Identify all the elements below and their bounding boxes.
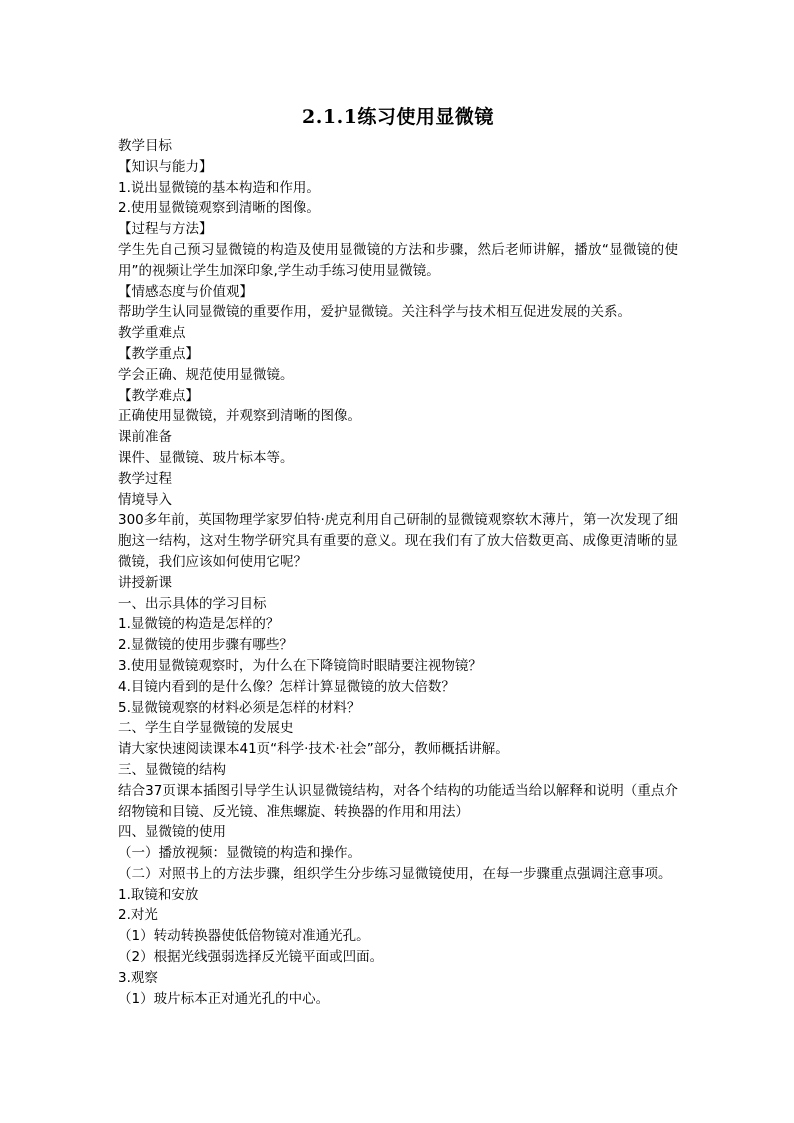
subsection-heading: 【情感态度与价值观】: [118, 283, 253, 300]
list-item: （1）玻片标本正对通光孔的中心。: [118, 990, 330, 1007]
list-item: 3.观察: [118, 969, 158, 986]
subsection-heading: 【过程与方法】: [118, 221, 213, 238]
list-item: 1.取镜和安放: [118, 886, 199, 903]
section-heading: 一、出示具体的学习目标: [118, 595, 267, 612]
paragraph: 请大家快速阅读课本41页“科学·技术·社会”部分，教师概括讲解。: [118, 741, 509, 758]
list-item: 2.显微镜的使用步骤有哪些？: [118, 637, 293, 654]
list-item: （2）根据光线强弱选择反光镜平面或凹面。: [118, 949, 384, 966]
subsection-heading: 【教学重点】: [118, 345, 199, 362]
paragraph: 正确使用显微镜，并观察到清晰的图像。: [118, 408, 361, 425]
list-item: 1.显微镜的构造是怎样的？: [118, 616, 280, 633]
paragraph: 帮助学生认同显微镜的重要作用，爱护显微镜。关注科学与技术相互促进发展的关系。: [118, 304, 631, 321]
subsection-heading: 【知识与能力】: [118, 158, 213, 175]
paragraph: 学生先自己预习显微镜的构造及使用显微镜的方法和步骤，然后老师讲解，播放“显微镜的使用”的视频让学生加深印象,学生动手练习使用显微镜。: [118, 241, 678, 279]
document-title: 2.1.1练习使用显微镜: [302, 106, 494, 128]
list-item: 5.显微镜观察的材料必须是怎样的材料？: [118, 699, 361, 716]
paragraph: 课件、显微镜、玻片标本等。: [118, 449, 294, 466]
section-heading: 教学重难点: [118, 325, 186, 342]
section-heading: 情境导入: [118, 491, 172, 508]
section-heading: 讲授新课: [118, 574, 172, 591]
paragraph: 300多年前，英国物理学家罗伯特·虎克利用自己研制的显微镜观察软木薄片，第一次发现了细胞这一结构，这对生物学研究具有重要的意义。现在我们有了放大倍数更高、成像更清晰的显微镜，我们应该如何使用它呢？: [118, 512, 678, 570]
list-item: （1）转动转换器使低倍物镜对准通光孔。: [118, 928, 370, 945]
section-heading: 四、显微镜的使用: [118, 824, 226, 841]
list-item: 3.使用显微镜观察时，为什么在下降镜筒时眼睛要注视物镜？: [118, 657, 482, 674]
section-heading: 三、显微镜的结构: [118, 761, 226, 778]
section-heading: 课前准备: [118, 429, 172, 446]
section-heading: 二、学生自学显微镜的发展史: [118, 720, 294, 737]
list-item: 4.目镜内看到的是什么像？怎样计算显微镜的放大倍数？: [118, 678, 455, 695]
section-heading: 教学目标: [118, 138, 172, 154]
document-page: [118, 100, 678, 1009]
paragraph: 学会正确、规范使用显微镜。: [118, 366, 294, 383]
list-item: （二）对照书上的方法步骤，组织学生分步练习显微镜使用，在每一步骤重点强调注意事项。: [118, 865, 672, 882]
document-body: [118, 136, 678, 1009]
section-heading: 教学过程: [118, 470, 172, 487]
list-item: 1.说出显微镜的基本构造和作用。: [118, 179, 320, 196]
list-item: （一）播放视频：显微镜的构造和操作。: [118, 845, 361, 862]
subsection-heading: 【教学难点】: [118, 387, 199, 404]
paragraph: 结合37页课本插图引导学生认识显微镜结构，对各个结构的功能适当给以解释和说明（重点介绍物镜和目镜、反光镜、准焦螺旋、转换器的作用和用法）: [118, 782, 678, 820]
list-item: 2.使用显微镜观察到清晰的图像。: [118, 200, 320, 217]
list-item: 2.对光: [118, 907, 158, 924]
